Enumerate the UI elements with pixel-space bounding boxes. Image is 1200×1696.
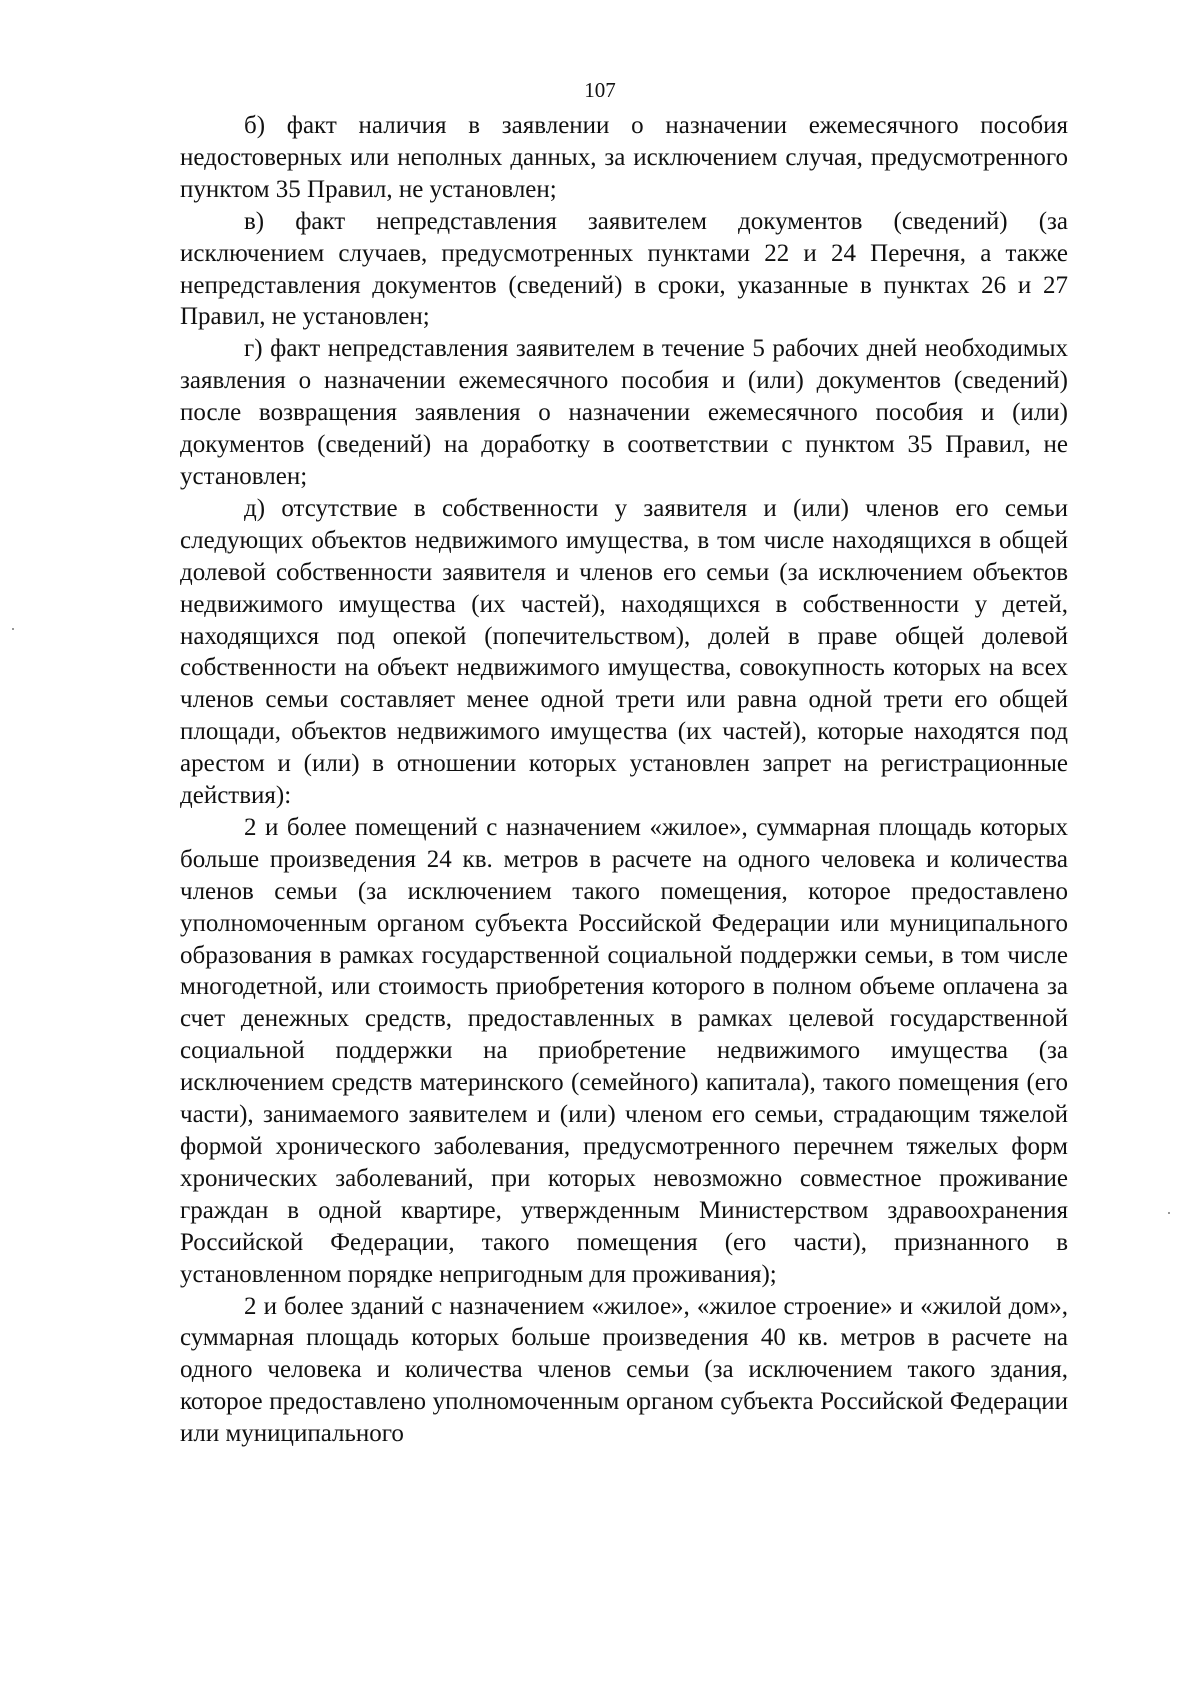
scan-speck-right [1168, 1212, 1170, 1214]
paragraph-buildings: 2 и более зданий с назначением «жилое», «жилое строение» и «жилой дом», суммарная площадь которых больше произведения 40 кв. метров в расчете на одного человека и количества членов семьи (за исключением такого здания, которое предоставлено уполномоченным органом субъекта Российской Федерации или муниципального [180, 1292, 1068, 1448]
paragraph-v: в) факт непредставления заявителем документов (сведений) (за исключением случаев, предусмотренных пунктами 22 и 24 Перечня, а также непредставления документов (сведений) в сроки, указанные в пунктах 26 и 27 Правил, не установлен; [180, 207, 1068, 331]
document-body [180, 110, 1068, 1450]
scan-speck-left [12, 628, 14, 630]
paragraph-g: г) факт непредставления заявителем в течение 5 рабочих дней необходимых заявления о назначении ежемесячного пособия и (или) документов (сведений) после возвращения заявления о назначении ежемесячного пособия и (или) документов (сведений) на доработку в соответствии с пунктом 35 Правил, не установлен; [180, 335, 1068, 490]
paragraph-premises: 2 и более помещений с назначением «жилое», суммарная площадь которых больше произведения 24 кв. метров в расчете на одного человека и количества членов семьи (за исключением такого помещения, которое предоставлено уполномоченным органом субъекта Российской Федерации или муниципального образования в рамках государственной социальной поддержки семьи, в том числе многодетной, или стоимость приобретения которого в полном объеме оплачена за счет денежных средств, предоставленных в рамках целевой государственной социальной поддержки на приобретение недвижимого имущества (за исключением средств материнского (семейного) капитала), такого помещения (его части), занимаемого заявителем и (или) членом его семьи, страдающим тяжелой формой хронического заболевания, предусмотренного перечнем тяжелых форм хронических заболеваний, при которых невозможно совместное проживание граждан в одной квартире, утвержденным Министерством здравоохранения Российской Федерации, такого помещения (его части), признанного в установленном порядке непригодным для проживания); [180, 813, 1068, 1288]
paragraph-d: д) отсутствие в собственности у заявителя и (или) членов его семьи следующих объектов недвижимого имущества, в том числе находящихся в общей долевой собственности заявителя и членов его семьи (за исключением объектов недвижимого имущества (их частей), находящихся в собственности у детей, находящихся под опекой (попечительством), долей в праве общей долевой собственности на объект недвижимого имущества, совокупность которых на всех членов семьи составляет менее одной трети или равна одной трети его общей площади, объектов недвижимого имущества (их частей), которые находятся под арестом и (или) в отношении которых установлен запрет на регистрационные действия): [180, 494, 1068, 810]
paragraph-b: б) факт наличия в заявлении о назначении ежемесячного пособия недостоверных или неполных данных, за исключением случая, предусмотренного пунктом 35 Правил, не установлен; [180, 112, 1068, 203]
page-number: 107 [584, 78, 616, 102]
